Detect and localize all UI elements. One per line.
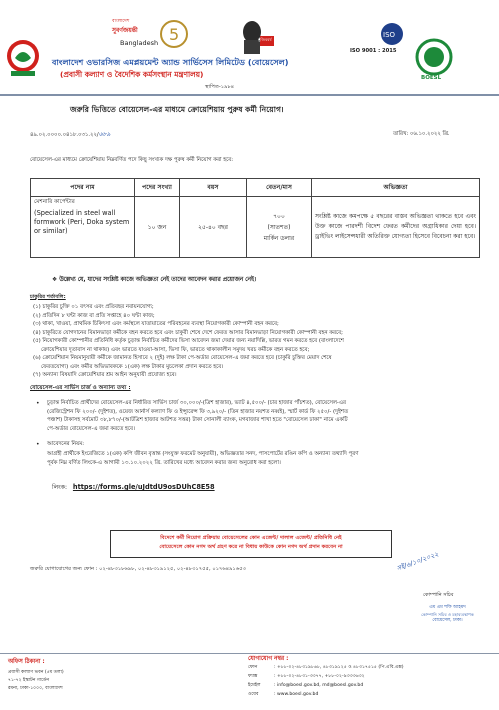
golden-jubilee-logo [112,20,192,58]
link-row [52,484,215,491]
iso-text: ISO 9001 : 2015 [350,48,397,54]
signature-title-label: কোম্পানি সচিব [423,592,454,598]
list-item: (৪) চাকুরিতে যোগদানের বিমানভাড়া কর্মীকে বহন করতে হবে এবং চাকুরী শেষে দেশে ফেরত আসার বিমানভাড়া নিয়োগকারী কোম্পানী বহন করবে; [33,329,343,336]
office-address [8,671,64,695]
address-line: রমনা, ঢাকা-১০০০, বাংলাদেশ [8,686,63,691]
vacancy-table [30,178,480,258]
table-row [31,197,480,258]
contact-list [248,666,404,702]
table-header-row [31,179,480,197]
fees-paragraph [47,401,348,435]
no-agent-notice-box [110,530,392,558]
list-item: (২) প্রতিদিন ৮ ঘন্টা কাজ বা প্রতি সপ্তাহে ৪০ ঘন্টা কাজ; [33,312,155,319]
apply-line: আগ্রহী প্রার্থীকে ইংরেজিতে ১(এক) কপি জীবন বৃত্তান্ত (সংযুক্ত ফরমেট অনুযায়ী), অভিজ্ঞতার সনদ, পাসপোর্টের রঙিন কপি ও অন্যান্য তথ্যাদি পূরণ [47,451,359,457]
contact-label: ওয়েব [248,692,259,697]
list-item: (৭) অন্যান্য বিষয়াদি ক্রোয়েশিয়ার শ্রম আইন অনুযায়ী প্রযোজ্য হবে। [33,372,177,378]
col-age: বয়স [180,179,247,197]
boesl-logo-text: BOESL [421,75,442,81]
address-line: প্রবাসী কল্যাণ ভবন (৫ম তলা) [8,670,64,675]
company-name: বাংলাদেশ ওভারসিজ এমপ্লয়মেন্ট অ্যান্ড সার্ভিসেস লিমিটেড (বোয়েসেল) [52,57,289,67]
email-value[interactable]: : info@boesl.gov.bd, md@boesl.gov.bd [274,683,364,688]
jubilee-bottom-text: Bangladesh [120,39,159,47]
fees-line: (রেজিস্ট্রেশন ফি ২০০/- (দুইশত), ওয়েজ আর্নার্স কল্যাণ ফি ও ইন্স্যুরেন্স ফি ৩,৯২০/- (তিন হাজার নয়শত নব্বই), স্মার্ট কার্ড ফি ২৫০/- (দুইশত [47,408,348,415]
contact-label: ইমেইল [248,683,261,688]
address-line: ৭১-৭২ ইস্কাটন গার্ডেন [8,678,50,683]
fees-heading: বোয়েসেল-এর সার্ভিস চার্জ ও অন্যান্য তথ্য : [30,385,131,391]
application-form-link[interactable]: https://forms.gle/uJdtdU9osDUhC8E58 [72,483,215,491]
fees-line: পঞ্চাশ) টাকাসহ সর্বমোট ৩৮,৮৭০/-(আটত্রিশ হাজার আটশত সত্তর) টাকা সোনালী ব্যাংক, মগবাজার শাখা হতে "বোয়েসেল ঢাকা" নামে একটি [47,417,348,423]
website-value[interactable]: : www.boesl.gov.bd [274,692,319,697]
memo-prefix: ৪৯.০২.০০০০.০৪১৮.০৩১.২২/ [30,132,99,138]
bullet-dot-icon: • [36,441,40,448]
col-post: পদের নাম [31,179,135,197]
svg-text:5: 5 [169,25,180,44]
svg-text:ISO: ISO [383,31,396,39]
signer-name: এম এম শফি আহমদ [429,605,466,610]
salary-words: (সাতশত) [267,223,291,231]
contact-label: ফোন [248,665,258,670]
box-line-1: বিদেশে কর্মী নিয়োগ প্রক্রিয়ায় বোয়েসেলের কোন এজেন্ট/ দালাল এজেন্ট/ প্রতিনিধি নেই [160,535,342,541]
list-item: ক্রোয়েশিয়ার দূতাবাস না থাকায়) এবং ভারতে যাওয়া-আসা, ভিসা ফি, ভারতে থাকাকালীন সমুদয় খরচ কর্মীকে বহন করতে হবে; [41,346,310,353]
contact-heading: যোগাযোগ নম্বর : [248,656,289,662]
office-heading: অফিস ঠিকানা : [8,659,45,665]
conditions-heading: চাকুরির শর্তাবলি: [30,294,66,300]
iso-logo [375,22,409,46]
col-experience: অভিজ্ঞতা [312,179,480,197]
contact-label: ফ্যাক্স [248,674,258,679]
established-text: স্থাপিত-১৯৮৪ [205,84,235,90]
fees-line: পে-অর্ডার বোয়েসেল-এ জমা করতে হবে। [47,425,135,432]
list-item: (৬) ক্রোয়েশিয়ান নিয়মানুযায়ী কর্মীকে জামানত হিসাবে ২ (দুই) লক্ষ টাকা পে-অর্ডার বোয়েসেল-এ জমা করতে হবে (চাকুরি চুক্তির মেয়াদ শেষে [33,355,332,361]
cell-salary [247,197,312,258]
fax-value: : +৮৮-০২-৪৮৩১-৩৩৭৭, +৮৮-০২-৯৩৩৩৬৩২ [274,674,365,679]
notice-title: জরুরি ভিত্তিতে বোয়েসেল-এর মাধ্যমে ক্রোয়েশিয়ায় পুরুষ কর্মী নিয়োগ। [70,105,284,114]
list-item: (৩) থাকা, খাওয়া, প্রাথমিক চিকিৎসা এবং কর্মস্থলে যাতায়াতের পরিবহনের ব্যবস্থা নিয়োগকারী কোম্পানী বহন করবে; [33,321,279,327]
conditions-list [33,305,483,382]
jubilee-top-text: বাংলাদেশ [112,19,130,24]
header-divider [0,94,499,96]
phone-value: : +৮৮-০২-৪৮৩১৯৮৬৮, ৪৮৩১৯১২৫ ও ৪৮৩১৭৫১৫ (পি.এবি.এক্স) [274,665,404,670]
salary-amount: ৭০০ [273,212,285,220]
list-item: (১) চাকুরির চুক্তি ০১ বৎসর এবং প্রতিবছর নবায়নযোগ্য; [33,304,154,310]
warning-note: ❖ উল্লেখ্য যে, যাদের সংশ্লিষ্ট কাজে অভিজ্ঞতা নেই তাদের আবেদন করার প্রয়োজন নেই। [52,277,257,283]
fees-line: চুড়ান্ত নির্বাচিত প্রার্থীদের বোয়েসেল-এর নির্ধারিত সার্ভিস চার্জ ৩০,০০০/-(ত্রিশ হাজার), ভ্যাট ৪,৫০০/- (চার হাজার পাঁচশত), বোয়েসেল-এর [47,400,346,406]
signer-org: বোয়েসেল, ঢাকা। [432,617,463,623]
bullet-dot-icon: • [36,400,40,407]
signature-handwritten: সই/৬/১০/২০২২ [395,550,440,573]
list-item: ফেরতযোগ্য) এবং কর্মীর অভিভাবককে ১(এক) লক্ষ টাকার মুচলেকা প্রদান করতে হবে। [41,363,224,370]
contact-row [248,693,404,702]
link-label: লিংক: [52,484,67,491]
intro-text: বোয়েসেল-এর মাধ্যমে ক্রোয়েশিয়ায় নিম্নবর্ণিত পদে কিছু সংখ্যক দক্ষ পুরুষ কর্মী নিয়োগ করা হবে: [30,157,234,163]
jubilee-mid-text: সুবর্ণজয়ন্তী [112,27,138,34]
signer-title: কোম্পানি সচিব ও মহাব্যবস্থাপক [421,611,474,617]
col-count: পদের সংখ্যা [135,179,180,197]
govt-logo [5,38,41,78]
col-salary: বেতন/মাস [247,179,312,197]
apply-rules-title: আবেদনের নিয়ম: [47,441,85,447]
cell-count: ১০ জন [135,197,180,258]
apply-rules-paragraph [47,452,358,469]
memo-number [30,132,110,138]
apply-line: পূর্বক নিম্ন বর্ণিত লিংকে-এ আগামী ১৩.১০.২০২২ খ্রি. তারিখের মধ্যে আবেদন করার জন্য অনুরোধ করা হলো। [47,459,281,466]
contact-row [248,684,404,693]
boesl-logo [415,38,453,82]
signature-stamp [410,606,485,623]
cell-post [31,197,135,258]
cell-age: ২৫-৪০ বছর [180,197,247,258]
mujib-year-logo [236,18,276,58]
mujib-year-text: মুজিববর্ষ [258,37,272,42]
notice-date: তারিখ: ০৬.১০.২০২২ খ্রি. [393,131,450,137]
cell-experience: সংশ্লিষ্ট কাজে কমপক্ষে ৫ বছরের বাস্তব অভিজ্ঞতা থাকতে হবে এবং উক্ত কাজে পারদর্শী বিদেশ ফেরত কর্মীদের অগ্রাধিকার দেয়া হবে। ড্রাইভিং লাইসেন্সধারী অতিরিক্ত যোগ্যতা হিসেবে বিবেচনা করা হবে। [312,197,480,258]
memo-handwritten: ৬৮৯ [98,131,111,138]
footer-divider [0,653,499,654]
post-bn: মেশনারি কার্পেন্টার [34,199,75,205]
ministry-name: (প্রবাসী কল্যাণ ও বৈদেশিক কর্মসংস্থান মন্ত্রণালয়) [60,70,204,79]
emergency-contact: জরুরি যোগাযোগের জন্য ফোন : ০২-৪৮৩১৮৬৯৮, ০২-৪৮৩১৯১২৫, ০২-৪৮৩১৭৫৫, ০১৭৬৪৯১৬৫৩ [30,566,247,572]
salary-currency: মার্কিন ডলার [263,234,295,242]
post-en: (Specialized in steel wall formwork (Peri, Doka system or similar) [34,209,130,235]
list-item: (৫) নিয়োগকারী কোম্পানীর প্রতিনিধি কর্তৃক চুড়ান্ত নির্বাচিত কর্মীদের ভিসা আবেদন জমা দেয়ার জন্য নয়াদিল্লি, ভারত গমন করতে হবে (বাংলাদেশে [33,338,344,344]
box-line-2: বোয়েসেলে কোন নগদ অর্থ গ্রহণ করে না বিধায় কাউকে কোন নগদ অর্থ প্রদান করবেন না [159,544,343,551]
